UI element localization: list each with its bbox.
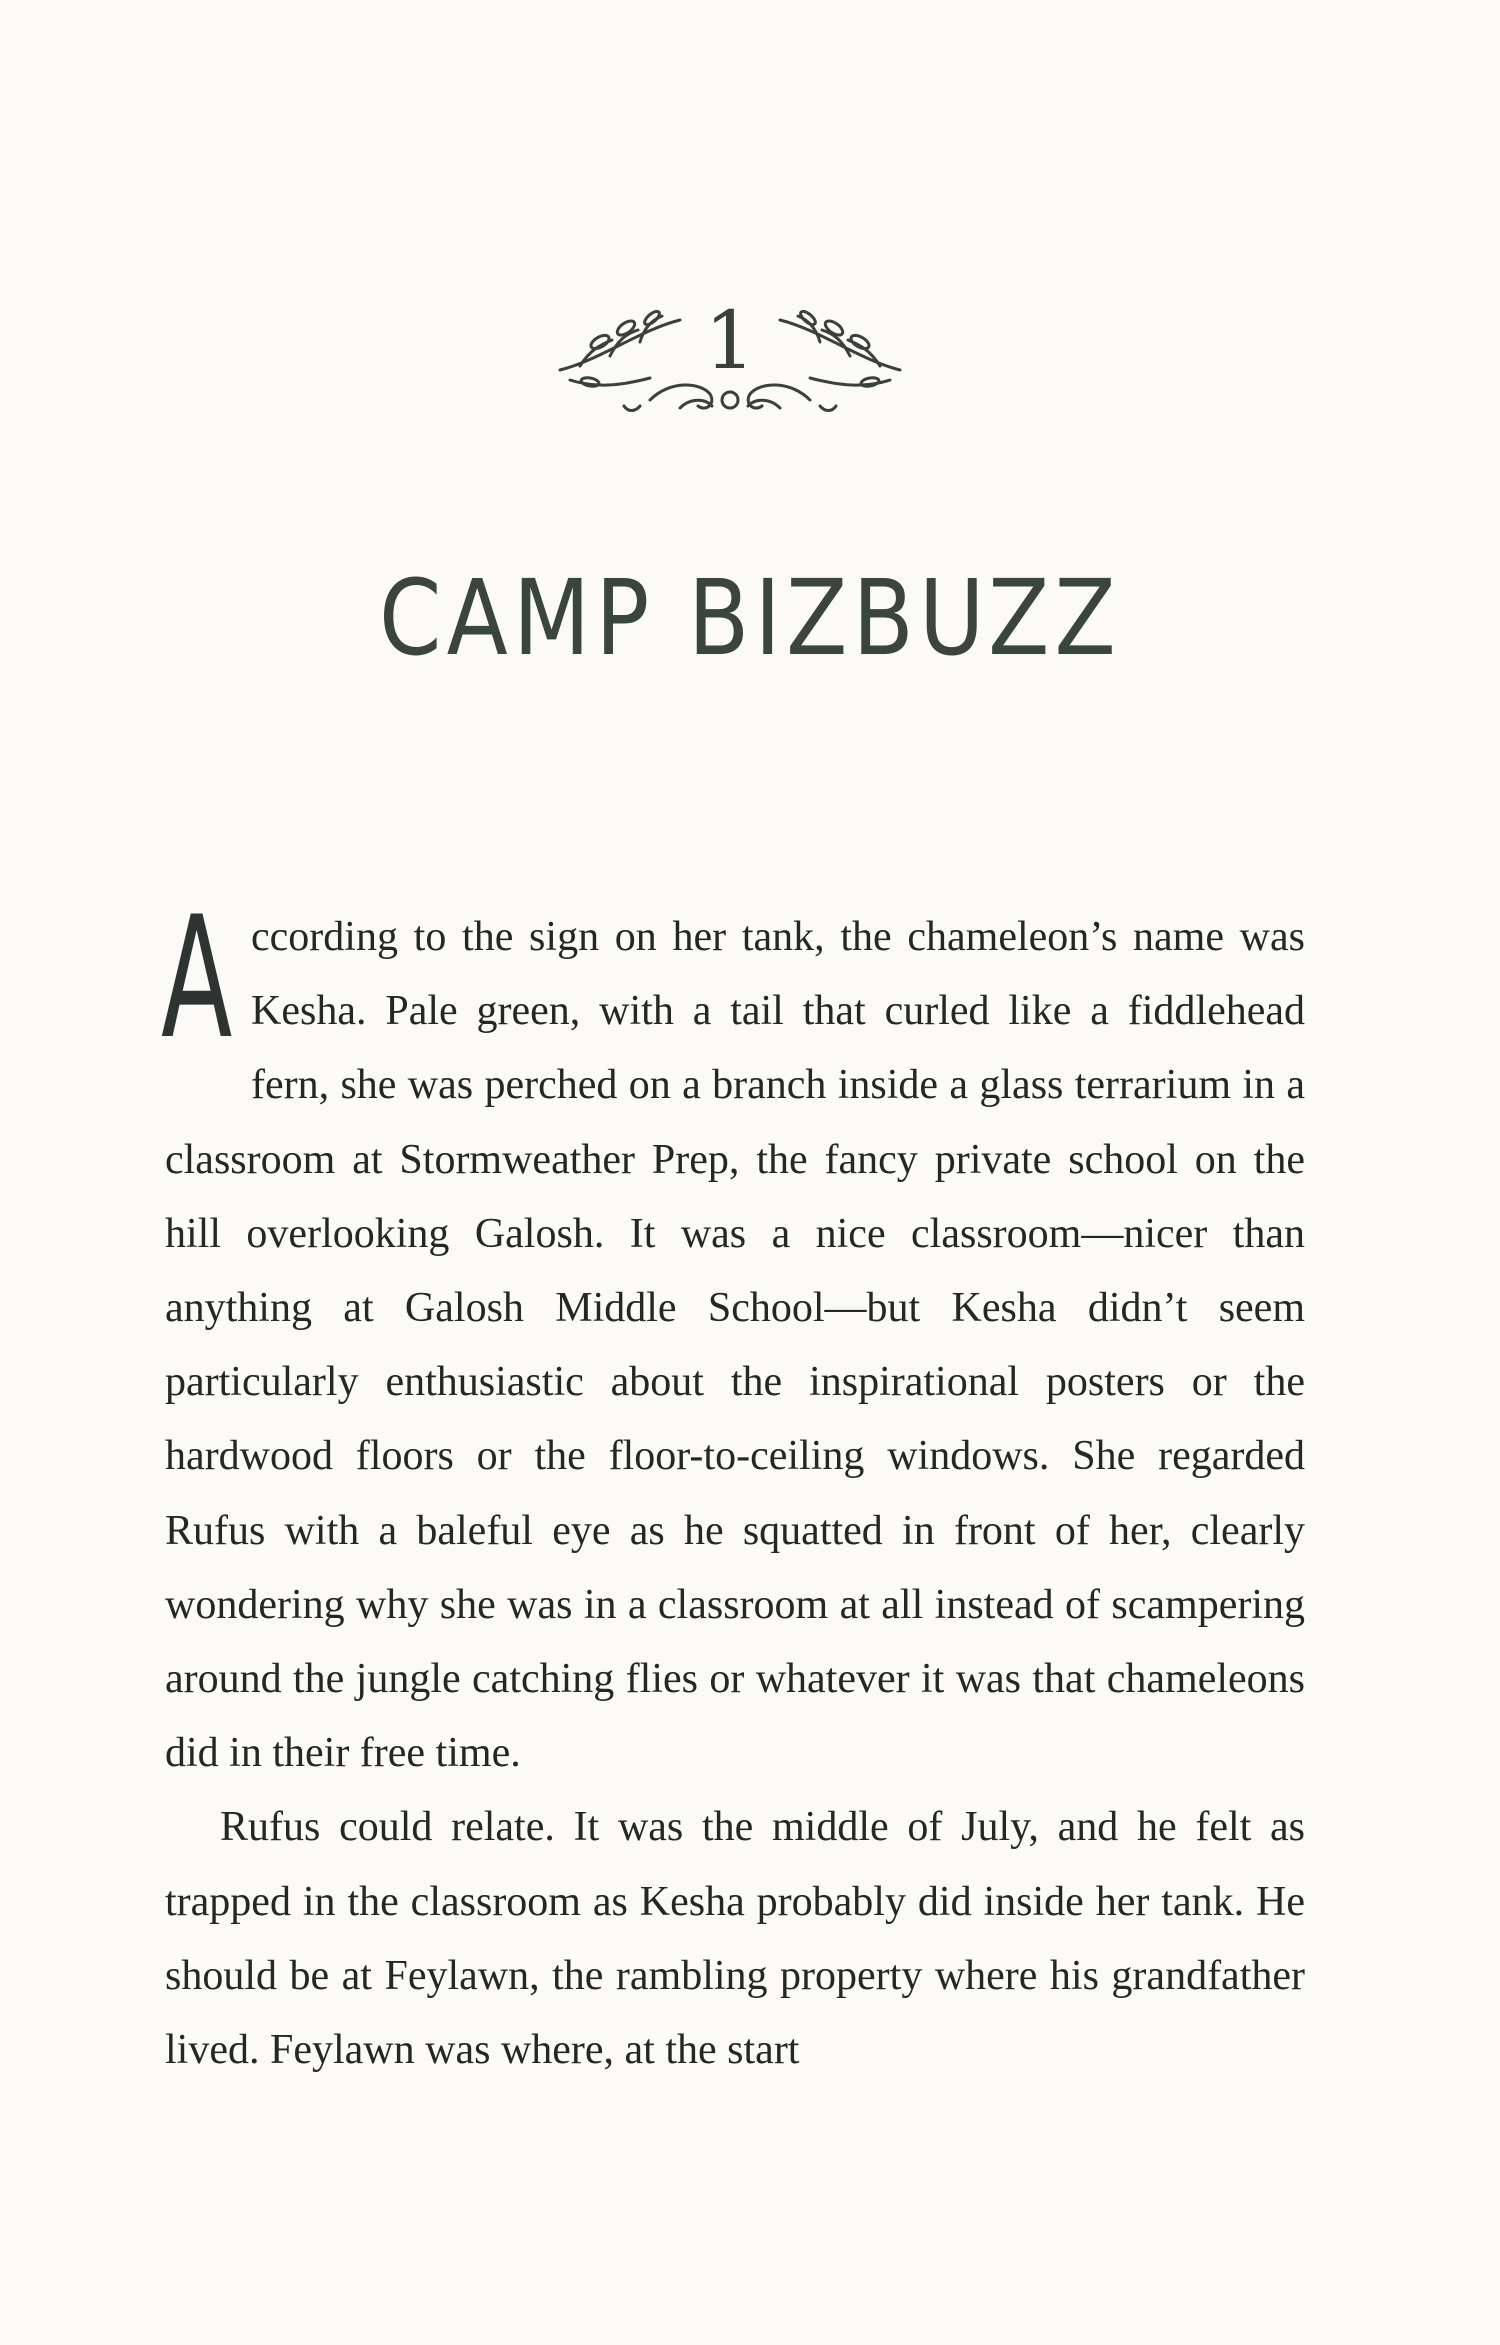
paragraph-1 [161,880,1305,1790]
chapter-number: 1 [704,294,756,387]
drop-cap-container [161,880,243,1076]
paragraph-2-text: Rufus could relate. It was the middle of July, and he felt as trapped in the classroom as Kesha probably did inside her tank. He should be at Feylawn, the rambling property where his grandfather lived. Feylawn was where, at the start [165,1804,1305,2074]
chapter-title: CAMP BIZBUZZ [379,556,1121,679]
paragraph-2 [165,1790,1305,2087]
drop-cap: A [161,880,233,1076]
paragraph-1-text: ccording to the sign on her tank, the chameleon’s name was Kesha. Pale green, with a tail that curled like a fiddlehead fern, she was perched on a branch inside a glass terrarium in a classroom at Stormweather Prep, the fancy private school on the hill overlooking Galosh. It was a nice classroom—nicer than anything at Galosh Middle School—but Kesha didn’t seem particularly enthusiastic about the inspirational posters or the hardwood floors or the floor-to-ceiling windows. She regarded Rufus with a baleful eye as he squatted in front of her, clearly wondering why she was in a classroom at all instead of scampering around the jungle catching flies or whatever it was that chameleons did in their free time. [165,914,1305,1777]
chapter-body [161,880,1305,2087]
